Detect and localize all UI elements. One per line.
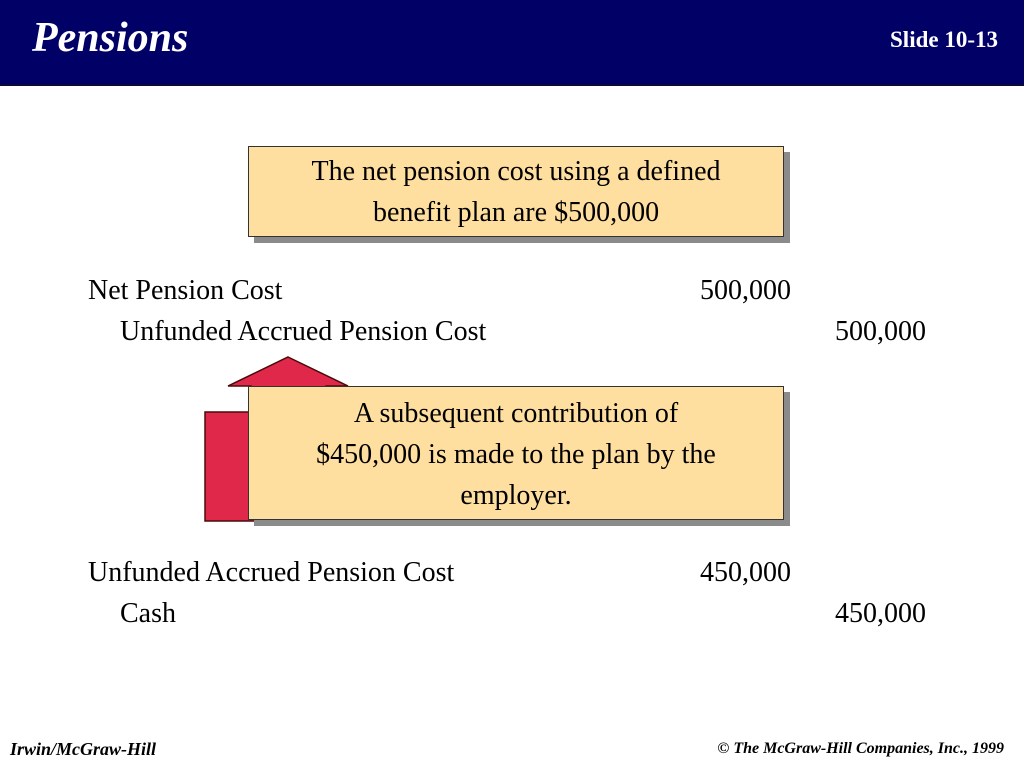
callout-2-line-2: $450,000 is made to the plan by the [316, 439, 716, 470]
callout-net-pension-cost [248, 146, 784, 237]
je2-credit-account: Cash [120, 598, 176, 629]
je1-debit-account: Net Pension Cost [88, 275, 283, 306]
footer-copyright: © The McGraw-Hill Companies, Inc., 1999 [717, 740, 1004, 757]
footer-publisher: Irwin/McGraw-Hill [10, 739, 157, 759]
slide-title: Pensions [32, 15, 189, 61]
slide-number: Slide 10-13 [890, 27, 998, 52]
je1-credit-account: Unfunded Accrued Pension Cost [120, 316, 487, 347]
callout-2-line-1: A subsequent contribution of [353, 398, 679, 429]
je1-debit-amount: 500,000 [700, 275, 791, 306]
je2-credit-amount: 450,000 [835, 598, 926, 629]
slide-header [0, 0, 1024, 86]
callout-contribution [248, 386, 784, 520]
je1-credit-amount: 500,000 [835, 316, 926, 347]
callout-1-line-1: The net pension cost using a defined [311, 156, 721, 187]
callout-2-line-3: employer. [460, 480, 572, 511]
je2-debit-account: Unfunded Accrued Pension Cost [88, 557, 455, 588]
je2-debit-amount: 450,000 [700, 557, 791, 588]
callout-1-line-2: benefit plan are $500,000 [372, 197, 660, 228]
